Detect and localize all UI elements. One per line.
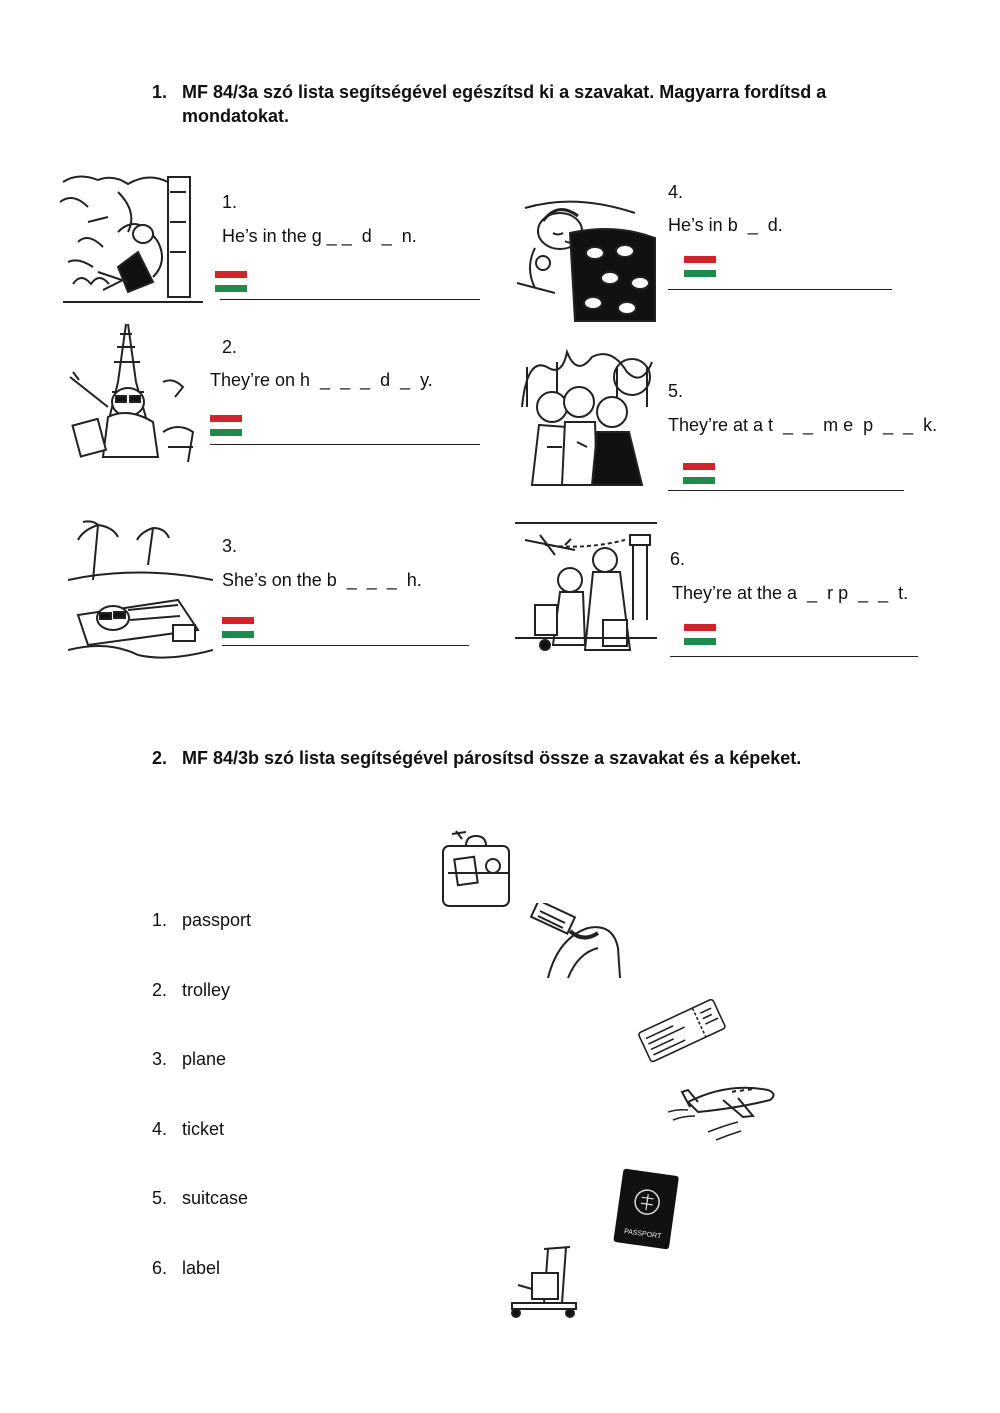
word-item-6: [152, 1258, 352, 1282]
beach-illustration: [68, 520, 213, 662]
word-number: 3.: [152, 1049, 168, 1069]
word-number: 2.: [152, 980, 168, 1000]
hungarian-flag-icon: [210, 415, 242, 436]
item-4-sentence: He’s in b _ d.: [668, 215, 783, 235]
passport-picture[interactable]: [610, 1168, 682, 1252]
label-picture[interactable]: [528, 903, 624, 981]
exercise-2-instruction: MF 84/3b szó lista segítségével párosítsd össze a szavakat és a képeket.: [182, 748, 802, 768]
exercise-2-number: 2.: [152, 748, 168, 768]
hungarian-flag-icon: [683, 463, 715, 484]
word-text[interactable]: trolley: [182, 980, 231, 1000]
exercise-2-heading: [152, 746, 892, 772]
word-text[interactable]: label: [182, 1258, 221, 1278]
theme-park-illustration: [517, 347, 657, 487]
exercise-1-number: 1.: [152, 82, 168, 102]
plane-picture[interactable]: [668, 1072, 780, 1144]
word-item-5: [152, 1188, 352, 1212]
word-item-4: [152, 1119, 352, 1143]
airport-illustration: [515, 520, 657, 658]
word-text[interactable]: ticket: [182, 1119, 225, 1139]
word-number: 4.: [152, 1119, 168, 1139]
word-text[interactable]: plane: [182, 1049, 227, 1069]
item-5-number: 5.: [668, 381, 684, 401]
word-text[interactable]: passport: [182, 910, 252, 930]
word-item-3: [152, 1049, 352, 1073]
word-number: 5.: [152, 1188, 168, 1208]
hungarian-flag-icon: [684, 624, 716, 645]
hungarian-flag-icon: [684, 256, 716, 277]
word-item-1: [152, 910, 352, 934]
exercise-1-instruction: MF 84/3a szó lista segítségével egészítsd ki a szavakat. Magyarra fordítsd a mondatokat.: [182, 82, 827, 126]
item-3-number: 3.: [222, 536, 238, 556]
item-6-answer-line[interactable]: [670, 656, 918, 657]
item-1-answer-line[interactable]: [220, 299, 480, 300]
item-2-number: 2.: [222, 337, 238, 357]
item-5-sentence: They’re at a t _ _ m e p _ _ k.: [668, 415, 938, 435]
hungarian-flag-icon: [215, 271, 247, 292]
word-item-2: [152, 980, 352, 1004]
ticket-picture[interactable]: [636, 995, 726, 1067]
item-1-number: 1.: [222, 192, 238, 212]
item-3-sentence: She’s on the b _ _ _ h.: [222, 570, 422, 590]
word-text[interactable]: suitcase: [182, 1188, 249, 1208]
hungarian-flag-icon: [222, 617, 254, 638]
trolley-picture[interactable]: [504, 1245, 580, 1319]
garden-illustration: [58, 172, 208, 317]
item-4-number: 4.: [668, 182, 684, 202]
item-6-sentence: They’re at the a _ r p _ _ t.: [672, 583, 909, 603]
bed-illustration: [515, 193, 657, 323]
suitcase-picture[interactable]: [438, 828, 514, 910]
item-2-answer-line[interactable]: [210, 444, 480, 445]
exercise-1-heading: [152, 80, 852, 130]
word-number: 6.: [152, 1258, 168, 1278]
item-1-sentence: He’s in the g _ _ d _ n.: [222, 226, 417, 246]
item-4-answer-line[interactable]: [668, 289, 892, 290]
item-5-answer-line[interactable]: [668, 490, 904, 491]
passport-cover-text: PASSPORT: [623, 1228, 662, 1241]
eiffel-tower-illustration: [68, 322, 198, 464]
item-3-answer-line[interactable]: [222, 645, 469, 646]
word-number: 1.: [152, 910, 168, 930]
item-6-number: 6.: [670, 549, 686, 569]
item-2-sentence: They’re on h _ _ _ d _ y.: [210, 370, 433, 390]
